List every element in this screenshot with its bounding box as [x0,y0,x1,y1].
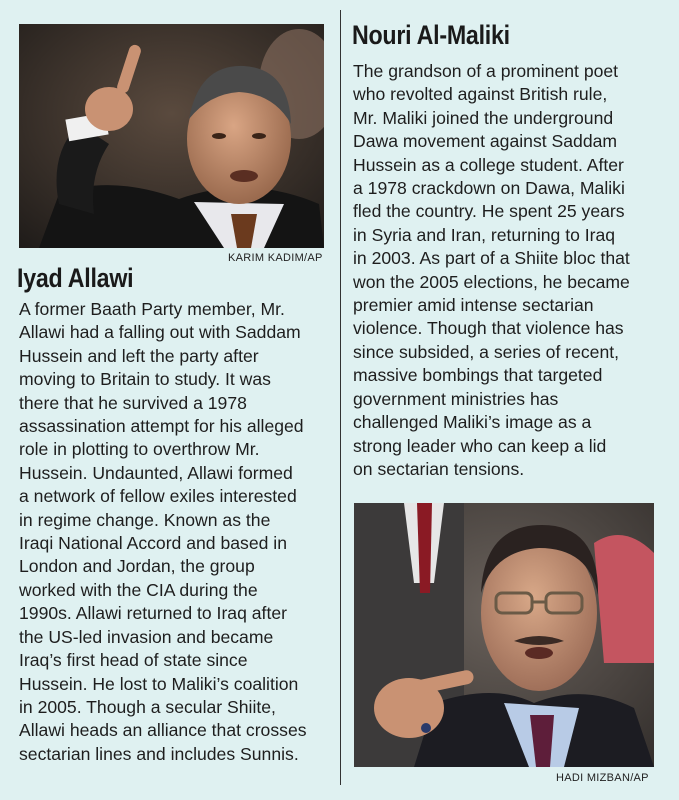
allawi-name-heading: Iyad Allawi [17,263,134,293]
allawi-bio-line: Iraqi National Accord and based in [19,533,287,554]
allawi-bio [19,298,339,766]
allawi-bio-line: in regime change. Known as the [19,509,271,530]
allawi-bio-line: Hussein. He lost to Maliki’s coalition [19,673,299,694]
maliki-bio-line: massive bombings that targeted [353,365,603,386]
allawi-bio-line: moving to Britain to study. It was [19,369,271,390]
allawi-bio-line: Allawi heads an alliance that crosses [19,720,307,741]
maliki-bio-line: premier amid intense sectarian [353,295,594,316]
allawi-bio-line: Allawi had a falling out with Saddam [19,322,301,343]
column-divider [340,10,341,785]
allawi-bio-line: role in plotting to overthrow Mr. [19,439,260,460]
maliki-bio-line: since subsided, a series of recent, [353,341,620,362]
allawi-bio-line: the US-led invasion and became [19,626,274,647]
allawi-portrait-illustration [19,24,324,248]
allawi-bio-line: London and Jordan, the group [19,556,255,577]
allawi-bio-line: Hussein. Undaunted, Allawi formed [19,462,293,483]
allawi-bio-line: 1990s. Allawi returned to Iraq after [19,603,287,624]
maliki-bio-line: Mr. Maliki joined the underground [353,107,614,128]
maliki-bio-line: who revolted against British rule, [353,84,608,105]
maliki-bio-line: in 2003. As part of a Shiite bloc that [353,248,630,269]
maliki-bio-line: Hussein as a college student. After [353,154,624,175]
allawi-bio-line: in 2005. Though a secular Shiite, [19,696,276,717]
maliki-bio-line: in Syria and Iran, returning to Iraq [353,224,616,245]
maliki-bio-line: violence. Though that violence has [353,318,624,339]
maliki-bio-line: challenged Maliki’s image as a [353,412,592,433]
maliki-bio-line: fled the country. He spent 25 years [353,201,625,222]
maliki-bio-line: won the 2005 elections, he became [353,271,630,292]
allawi-bio-line: Hussein and left the party after [19,345,259,366]
maliki-bio-line: The grandson of a prominent poet [353,61,619,81]
maliki-bio-line: a 1978 crackdown on Dawa, Maliki [353,178,625,199]
maliki-portrait-illustration [354,503,654,767]
maliki-bio [353,60,673,481]
allawi-bio-line: Iraq’s first head of state since [19,650,248,671]
maliki-bio-line: government ministries has [353,388,559,409]
allawi-photo [19,24,324,248]
maliki-photo [354,503,654,767]
allawi-bio-line: A former Baath Party member, Mr. [19,299,285,319]
maliki-name-heading: Nouri Al-Maliki [352,20,510,50]
allawi-bio-line: assassination attempt for his alleged [19,416,304,437]
allawi-bio-line: worked with the CIA during the [19,579,258,600]
maliki-photo-credit: HADI MIZBAN/AP [556,772,649,784]
allawi-bio-line: there that he survived a 1978 [19,392,247,413]
allawi-bio-line: a network of fellow exiles interested [19,486,297,507]
maliki-bio-line: on sectarian tensions. [353,458,525,479]
allawi-bio-line: sectarian lines and includes Sunnis. [19,743,299,764]
maliki-bio-line: strong leader who can keep a lid [353,435,607,456]
maliki-bio-line: Dawa movement against Saddam [353,131,618,152]
allawi-photo-credit: KARIM KADIM/AP [228,252,323,264]
